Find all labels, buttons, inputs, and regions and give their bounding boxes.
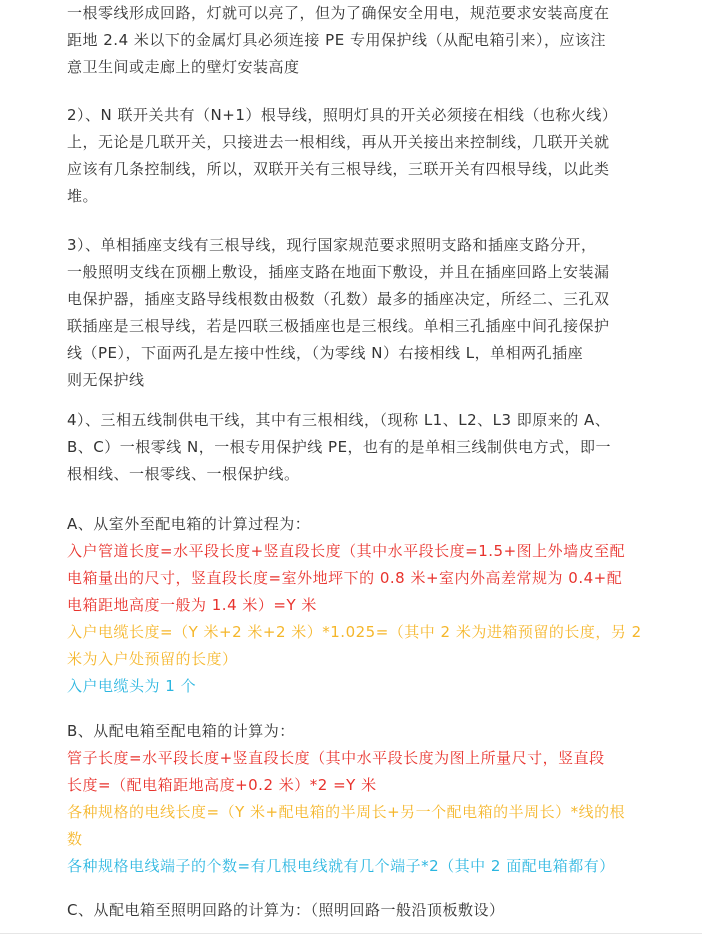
text-line: 则无保护线	[67, 371, 145, 389]
section-a	[67, 511, 642, 700]
text-line: 距地 2.4 米以下的金属灯具必须连接 PE 专用保护线（从配电箱引来），应该注	[67, 31, 606, 49]
calc-line-red: 电箱距地高度一般为 1.4 米）=Y 米	[67, 596, 317, 614]
section-a-heading: A、从室外至配电箱的计算过程为：	[67, 515, 311, 533]
text-line: 一根零线形成回路，灯就可以亮了，但为了确保安全用电，规范要求安装高度在	[67, 4, 610, 22]
bottom-divider	[0, 933, 702, 934]
text-line: 一般照明支线在顶棚上敷设，插座支路在地面下敷设，并且在插座回路上安装漏	[67, 263, 610, 281]
text-line: 堆。	[67, 187, 99, 205]
intro-paragraph	[67, 0, 632, 81]
item-3-paragraph	[67, 232, 632, 394]
calc-line-red: 电箱量出的尺寸，竖直段长度=室外地坪下的 0.8 米+室内外高差常规为 0.4+配	[67, 569, 623, 587]
text-line: 3）、单相插座支线有三根导线，现行国家规范要求照明支路和插座支路分开，	[67, 236, 597, 254]
section-b	[67, 718, 632, 880]
calc-line-yellow: 各种规格的电线长度=（Y 米+配电箱的半周长+另一个配电箱的半周长）*线的根	[67, 803, 626, 821]
section-c-heading: C、从配电箱至照明回路的计算为：（照明回路一般沿顶板敷设）	[67, 901, 505, 919]
item-2-paragraph	[67, 102, 632, 210]
calc-line-blue: 各种规格电线端子的个数=有几根电线就有几个端子*2（其中 2 面配电箱都有）	[67, 857, 615, 875]
calc-line-yellow: 数	[67, 830, 83, 848]
item-4-paragraph	[67, 407, 632, 488]
text-line: 上，无论是几联开关，只接进去一根相线，再从开关接出来控制线，几联开关就	[67, 133, 610, 151]
text-line: 2）、N 联开关共有（N+1）根导线，照明灯具的开关必须接在相线（也称火线）	[67, 106, 618, 124]
section-c	[67, 897, 632, 924]
text-line: 应该有几条控制线，所以，双联开关有三根导线，三联开关有四根导线，以此类	[67, 160, 610, 178]
text-line: 线（PE），下面两孔是左接中性线，（为零线 N）右接相线 L，单相两孔插座	[67, 344, 584, 362]
calc-line-red: 入户管道长度=水平段长度+竖直段长度（其中水平段长度=1.5+图上外墙皮至配	[67, 542, 626, 560]
text-line: 根相线、一根零线、一根保护线。	[67, 465, 300, 483]
text-line: 意卫生间或走廊上的壁灯安装高度	[67, 58, 300, 76]
text-line: 联插座是三根导线，若是四联三极插座也是三根线。单相三孔插座中间孔接保护	[67, 317, 610, 335]
calc-line-red: 长度=（配电箱距地高度+0.2 米）*2 =Y 米	[67, 776, 377, 794]
calc-line-red: 管子长度=水平段长度+竖直段长度（其中水平段长度为图上所量尺寸，竖直段	[67, 749, 605, 767]
calc-line-blue: 入户电缆头为 1 个	[67, 677, 197, 695]
section-b-heading: B、从配电箱至配电箱的计算为：	[67, 722, 295, 740]
calc-line-yellow: 入户电缆长度=（Y 米+2 米+2 米）*1.025=（其中 2 米为进箱预留的长度，另 2	[67, 623, 642, 641]
calc-line-yellow: 米为入户处预留的长度）	[67, 650, 238, 668]
text-line: 4）、三相五线制供电干线，其中有三根相线，（现称 L1、L2、L3 即原来的 A、	[67, 411, 611, 429]
text-line: B、C）一根零线 N，一根专用保护线 PE，也有的是单相三线制供电方式，即一	[67, 438, 612, 456]
text-line: 电保护器，插座支路导线根数由极数（孔数）最多的插座决定，所经二、三孔双	[67, 290, 610, 308]
